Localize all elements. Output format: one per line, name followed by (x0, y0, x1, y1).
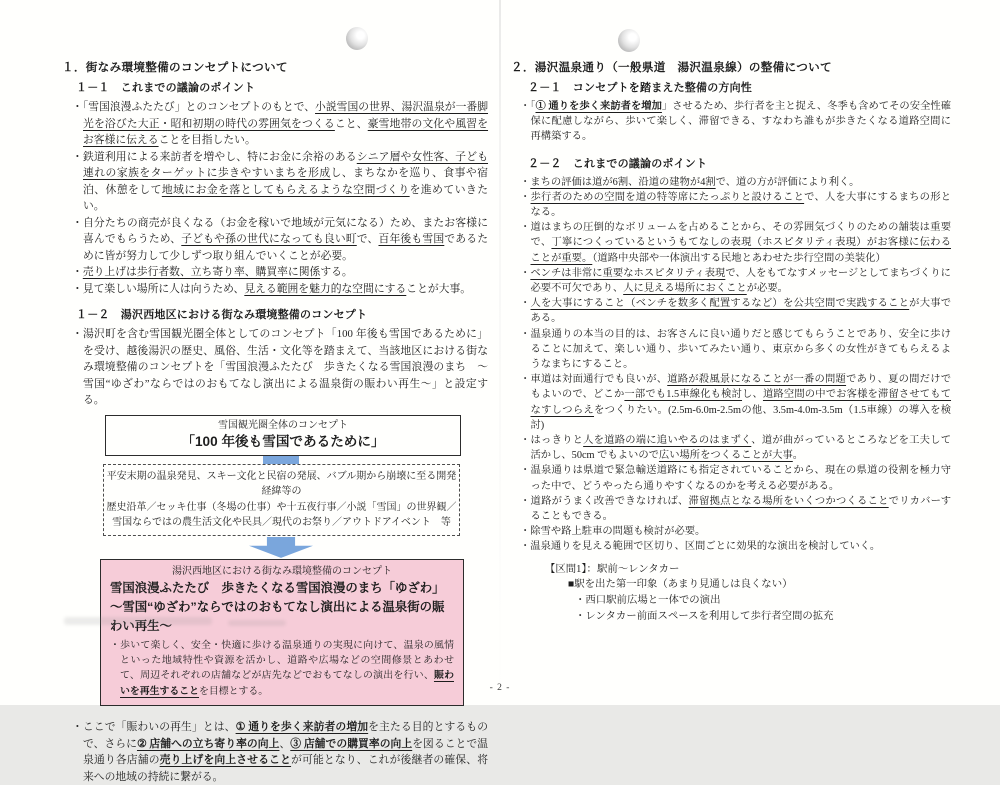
bullet-paragraph: ・道はまちの圧倒的なボリュームを占めることから、その雰囲気づくりのための舗装は重要で、丁寧につくっているというもてなしの表現（ホスピタリティ表現）がお客様に伝わることが重要。（道路中央部や一体演出する民地とあわせた歩行空間の美装化） (520, 222, 951, 264)
section-2-1-bullets (520, 99, 951, 145)
bullet-paragraph: ・人を大事にすること（ベンチを数多く配置するなど）を公共空間で実践することが大事である。 (520, 298, 952, 325)
right-page-column (511, 60, 951, 625)
bullet-paragraph: ・温泉通りを見える範囲で区切り、区間ごとに効果的な演出を検討していく。 (520, 541, 881, 553)
section-1-heading: １．街なみ環境整備のコンセプトについて (62, 61, 288, 74)
district-concept-body: ・歩いて楽しく、安全・快適に歩ける温泉通りの実現に向けて、温泉の風情といった地域特性や資源を活かし、道路や広場などの空間修景とあわせて、周辺それぞれの店舗などが店先などでおもてなしの演出を行い、賑わいを再生することを目標とする。 (110, 639, 454, 697)
bullet-paragraph: ・自分たちの商売が良くなる（お金を稼いで地域が元気になる）ため、またお客様に喜んでもらうため、子どもや孫の世代になっても良い町で、百年後も雪国であるために皆が努力して少しずつ取り組んでいくことが必要。 (72, 216, 488, 262)
section-1-2-outro (72, 719, 488, 785)
segment-1-block (545, 562, 951, 625)
bullet-paragraph: ・温泉通りの本当の目的は、お客さんに良い通りだと感じてもらうことであり、安全に歩けることに加えて、楽しい通り、歩いてみたい通り、東京から多くの女性がきてもらえるようなまちにすること。 (520, 328, 951, 371)
bullet-paragraph: ・温泉通りは県道で緊急輸送道路にも指定されていることから、現在の県道の役割を極力守った中で、どうやったら通りやすくなるのかを考える必要がある。 (520, 465, 951, 492)
section-2-2-bullets (520, 175, 951, 555)
segment-1-title: 【区間1】：駅前〜レンタカー (545, 563, 680, 575)
punch-hole-icon (346, 27, 368, 50)
segment-1-items (575, 593, 951, 625)
section-2-2-heading: ２－２ これまでの議論のポイント (528, 157, 708, 170)
segment-item: ・レンタカー前面スペースを利用して歩行者空間の拡充 (575, 611, 834, 623)
section-1-1-heading: １－１ これまでの議論のポイント (76, 82, 256, 94)
bullet-paragraph: ・「① 通りを歩く来訪者を増加」させるため、歩行者を主と捉え、冬季も含めてその安全性確保に配慮しながら、歩いて楽しく、滞留できる、すなわち誰もが歩きたくなる道路空間に再構築する。 (520, 101, 952, 143)
page-number: - 2 - (489, 683, 511, 693)
bullet-paragraph: ・まちの評価は道が6割、沿道の建物が4割で、道の方が評価により利く。 (520, 176, 860, 188)
history-elements-line: 歴史沿革／セッキ仕事（冬場の仕事）や十五夜行事／小説「雪国」の世界観／ (106, 501, 457, 513)
district-concept-title-1: 雪国浪漫ふたたび 歩きたくなる雪国浪漫のまち「ゆざわ」 (110, 580, 445, 595)
bullet-paragraph: ・「雪国浪漫ふたたび」とのコンセプトのもとで、小説雪国の世界、湯沢温泉が一番脚光を浴びた大正・昭和初期の時代の雰囲気をつくること、豪雪地帯の文化や風習をお客様に伝えることを目指したい。 (72, 101, 489, 146)
overall-concept-label: 雪国観光圏全体のコンセプト (218, 419, 348, 431)
section-2-1-heading: ２－１ コンセプトを踏まえた整備の方向性 (528, 82, 752, 94)
history-elements-box (103, 464, 460, 536)
overall-concept-title: 「100 年後も雪国であるために」 (181, 433, 385, 449)
down-arrow-icon (263, 456, 299, 464)
bullet-paragraph: ・除雪や路上駐車の問題も検討が必要。 (520, 526, 706, 538)
scan-smudge (64, 617, 212, 625)
bullet-paragraph: ・はっきりと人を道路の端に追いやるのはまずく、道が曲がっているところなどを工夫して活かし、50cm でもよいので広い場所をつくることが大事。 (520, 435, 952, 462)
segment-item: ・西口駅前広場と一体での演出 (575, 595, 721, 607)
bullet-paragraph: ・見て楽しい場所に人は向うため、見える範囲を魅力的な空間にすることが大事。 (72, 282, 472, 295)
bullet-paragraph: ・車道は対面通行でも良いが、道路が殺風景になることが一番の問題であり、夏の間だけでもよいので、どこか一部でも1.5車線化も検討し、道路空間の中でお客様を滞留させてもてなすしつらえをつくりたい。(2.5m-6.0m-2.5mの他、3.5m-4.0m-3.5m（1.5車線）の導入を検討) (520, 374, 952, 431)
punch-hole-icon (618, 29, 640, 52)
section-1-1-bullets (72, 99, 488, 297)
bullet-paragraph: ・道路がうまく改善できなければ、滞留拠点となる場所をいくつかつくることでリカバーすることもできる。 (520, 495, 951, 523)
left-page-column (62, 60, 488, 785)
bullet-paragraph: ・売り上げは歩行者数、立ち寄り率、購買率に関係する。 (72, 266, 353, 278)
history-elements-line: 平安末期の温泉発見、スキー文化と民宿の発展、バブル期から崩壊に至る開発経緯等の (106, 470, 457, 498)
bullet-paragraph: ・湯沢町を含む雪国観光圏全体としてのコンセプト「100 年後も雪国であるために」を受け、越後湯沢の歴史、風俗、生活・文化等を踏まえて、当該地区における街なみ環境整備のコンセプトを「雪国浪漫ふたたび 歩きたくなる雪国浪漫のまち 〜雪国“ゆざわ”ならではのおもてなし演出による温泉街の賑わい再生〜」と設定する。 (72, 328, 488, 406)
history-elements-line: 雪国ならではの農生活文化や民具／現代のお祭り／アウトドアイベント 等 (112, 517, 451, 529)
segment-1-subtitle: ■駅を出た第一印象（あまり見通しは良くない） (568, 579, 793, 591)
section-2-heading: ２．湯沢温泉通り（一般県道 湯沢温泉線）の整備について (511, 61, 832, 74)
district-concept-title-2: 〜雪国“ゆざわ”ならではのおもてなし演出による温泉街の賑わい再生〜 (110, 599, 445, 633)
page-fold-seam (499, 0, 501, 705)
section-1-2-heading: １－２ 湯沢西地区における街なみ環境整備のコンセプト (76, 309, 368, 321)
overall-concept-box (105, 415, 461, 456)
spacer (62, 297, 488, 308)
district-concept-header: 湯沢西地区における街なみ環境整備のコンセプト (172, 565, 392, 577)
spacer (511, 145, 951, 157)
bullet-paragraph: ・ベンチは非常に重要なホスピタリティ表現で、人をもてなすメッセージとしてまちづくりに必要不可欠であり、人に見える場所におくことが必要。 (520, 267, 951, 295)
bullet-paragraph: ・鉄道利用による来訪者を増やし、特にお金に余裕のあるシニア層や女性客、子ども連れの家族をターゲットに歩きやすいまちを形成し、まちなかを巡り、食事や宿泊、休憩をして地域にお金を落としてもらえるような空間づくりを進めていきたい。 (72, 150, 489, 212)
bullet-paragraph: ・ここで「賑わいの再生」とは、① 通りを歩く来訪者の増加を主たる目的とするもので、さらに② 店舗への立ち寄り率の向上、③ 店舗での購買率の向上を図ることで温泉通り各店舗の売り上げを向上させることが可能となり、これが後継者の確保、将来への地域の持続に繋がる。 (72, 721, 489, 783)
down-arrow-icon (249, 537, 313, 558)
section-1-2-intro (72, 326, 488, 409)
scan-smudge (228, 620, 286, 626)
bullet-paragraph: ・歩行者のための空間を道の特等席にたっぷりと設けることで、人を大事にするまちの形となる。 (520, 191, 952, 219)
